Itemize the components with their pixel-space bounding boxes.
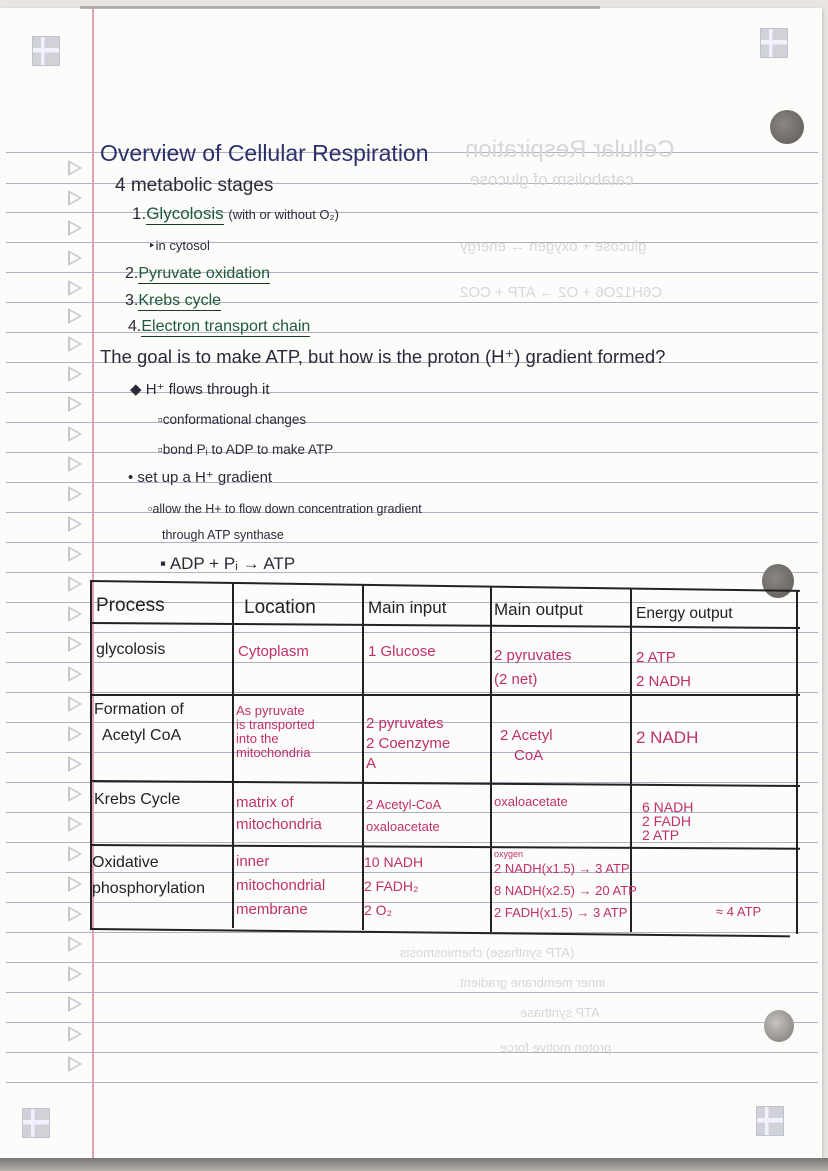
cell-output: 2 pyruvates — [494, 647, 572, 664]
punch-hole-icon — [770, 110, 804, 144]
sub-bullet-continuation: through ATP synthase — [162, 528, 284, 542]
line: 2 NADH(x1.5) → 3 ATP — [494, 861, 630, 876]
line: As pyruvate — [236, 703, 305, 718]
cell-output: (2 net) — [494, 671, 538, 688]
corner-marker-icon — [22, 1108, 50, 1138]
stage-number: 2. — [125, 265, 139, 282]
stage-number: 4. — [128, 318, 142, 335]
bullet-2 — [128, 468, 272, 486]
line: into the — [236, 731, 279, 746]
line: inner — [236, 853, 270, 870]
square-bullet-icon: ▫ — [158, 412, 163, 427]
line: 10 NADH — [364, 854, 424, 870]
bleed-through-text: ATP synthase — [520, 1005, 600, 1020]
line: 2 ATP — [642, 827, 680, 843]
line: 2 Acetyl-CoA — [366, 797, 442, 812]
cell-process — [92, 850, 205, 902]
line: A — [366, 755, 377, 772]
cell-energy: 2 NADH — [636, 728, 699, 747]
stage-3 — [125, 292, 221, 310]
stage-name: Pyruvate oxidation — [138, 265, 270, 282]
bleed-through-text: glucose + oxygen → energy — [460, 238, 647, 255]
line: 2 pyruvates — [366, 715, 444, 732]
line: CoA — [514, 747, 544, 764]
header-main-input: Main input — [368, 598, 447, 617]
cell-input — [366, 714, 450, 774]
line: oxaloacetate — [366, 819, 440, 834]
stage-name: Glycolosis — [146, 204, 224, 223]
bullet-text: H⁺ flows through it — [145, 381, 270, 398]
page-top-edge — [80, 6, 600, 9]
line: Oxidative — [92, 854, 159, 871]
cell-process: Formation of — [94, 701, 184, 718]
line: mitochondria — [236, 816, 322, 833]
cell-energy: ≈ 4 ATP — [716, 904, 762, 919]
line: 2 Coenzyme — [366, 735, 451, 752]
stage-number: 3. — [125, 292, 139, 309]
cell-input: 1 Glucose — [368, 643, 436, 660]
line: is transported — [236, 717, 315, 732]
line: 2 FADH(x1.5) → 3 ATP — [494, 905, 628, 920]
stage-1 — [132, 204, 339, 224]
cell-output-label: oxygen — [494, 849, 524, 859]
line: membrane — [236, 901, 308, 918]
cell-output — [494, 858, 637, 924]
cell-location — [236, 792, 322, 836]
bullet-text: set up a H⁺ gradient — [137, 469, 273, 486]
line: mitochondrial — [236, 877, 326, 894]
square-bullet-icon: ▫ — [148, 502, 153, 516]
bullet-1 — [130, 380, 270, 398]
equation — [160, 554, 295, 574]
header-main-output: Main output — [494, 600, 583, 619]
cell-location: Cytoplasm — [238, 643, 309, 660]
header-location: Location — [244, 597, 316, 618]
sub-bullet — [148, 502, 422, 516]
line: 8 NADH(x2.5) → 20 ATP — [494, 883, 637, 898]
line: 6 NADH — [642, 799, 694, 815]
cell-input — [366, 794, 441, 838]
line: 2 FADH — [642, 813, 692, 829]
corner-marker-icon — [756, 1106, 784, 1136]
cell-location — [236, 704, 315, 760]
stage-name: Electron transport chain — [141, 318, 311, 335]
sub-bullet-text: conformational changes — [162, 412, 307, 427]
cell-output: oxaloacetate — [494, 794, 568, 809]
cell-process: Krebs Cycle — [94, 791, 181, 808]
bleed-through-text: proton motive force — [500, 1040, 612, 1055]
header-process: Process — [96, 595, 165, 616]
line: mitochondria — [236, 745, 311, 760]
bullet-dot-icon: • — [128, 469, 138, 486]
stage-2 — [125, 265, 270, 283]
punch-hole-icon — [764, 1010, 794, 1042]
corner-marker-icon — [760, 28, 788, 58]
sub-bullet — [158, 412, 306, 427]
line: 2 FADH₂ — [364, 878, 419, 894]
subtitle: 4 metabolic stages — [115, 175, 274, 196]
bullet-diamond-icon: ◆ — [130, 381, 146, 398]
equation-text: ADP + Pᵢ → ATP — [169, 554, 296, 573]
stage-note: (with or without O₂) — [228, 207, 339, 222]
bleed-through-text: (ATP synthase) chemiosmosis — [400, 945, 575, 960]
cell-energy — [642, 800, 693, 842]
sub-bullet — [158, 442, 333, 457]
cell-input — [364, 850, 423, 922]
header-energy-output: Energy output — [636, 605, 733, 622]
stage-4 — [128, 318, 310, 336]
cell-energy: 2 ATP — [636, 649, 676, 666]
bleed-through-text: C6H12O6 + O2 → ATP + CO2 — [460, 284, 663, 301]
respiration-table — [90, 580, 800, 932]
cell-process: glycolosis — [96, 641, 166, 658]
bleed-through-text: Cellular Respiration — [465, 136, 675, 163]
square-bullet-icon: ▪ — [160, 554, 170, 573]
page-bottom-edge — [0, 1158, 828, 1171]
stage-number: 1. — [132, 204, 147, 223]
page-title: Overview of Cellular Respiration — [100, 140, 429, 166]
cell-process: Acetyl CoA — [102, 727, 182, 744]
line: 2 O₂ — [364, 902, 392, 918]
sub-bullet-text: allow the H+ to flow down concentration gradient — [152, 502, 422, 516]
square-bullet-icon: ▫ — [158, 442, 163, 457]
stage-name: Krebs cycle — [138, 292, 222, 309]
corner-marker-icon — [32, 36, 60, 66]
line: phosphorylation — [92, 880, 205, 897]
question: The goal is to make ATP, but how is the proton (H⁺) gradient formed? — [100, 346, 666, 367]
glycolysis-subnote: ‣in cytosol — [148, 238, 210, 253]
bleed-through-text: catabolism of glucose — [470, 170, 634, 189]
cell-output — [500, 726, 553, 766]
line: matrix of — [236, 794, 294, 811]
cell-location — [236, 850, 325, 922]
bleed-through-text: inner membrane gradient — [460, 975, 606, 990]
cell-energy: 2 NADH — [636, 673, 692, 690]
sub-bullet-text: bond Pᵢ to ADP to make ATP — [162, 442, 334, 457]
line: 2 Acetyl — [500, 727, 553, 744]
